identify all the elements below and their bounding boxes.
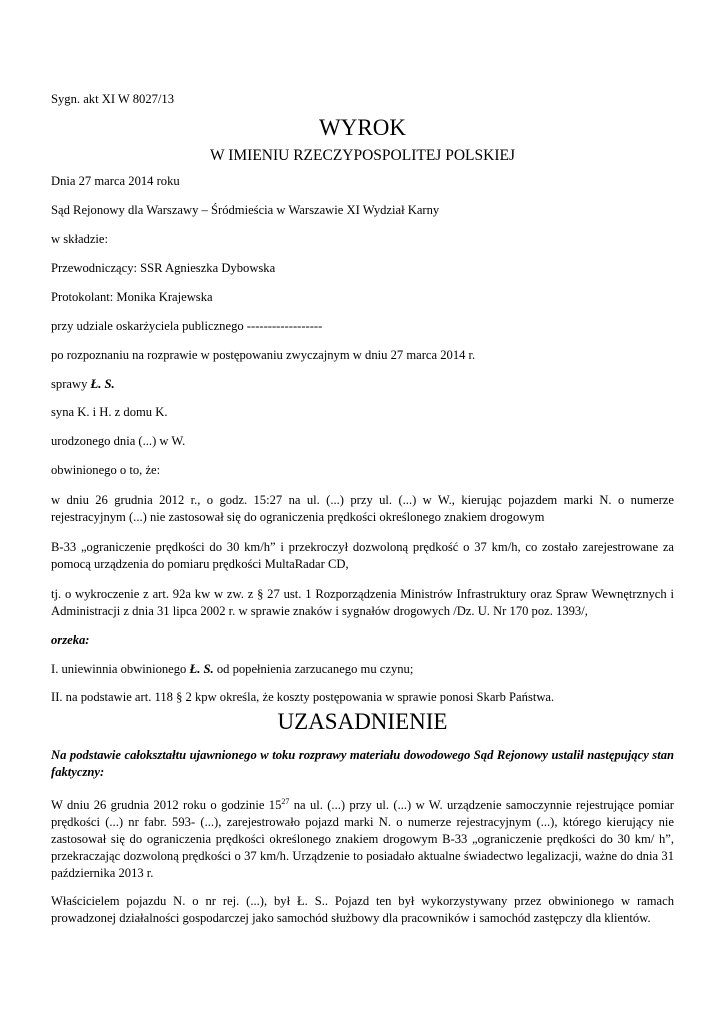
charge-paragraph-2: B-33 „ograniczenie prędkości do 30 km/h” i przekroczył dozwoloną prędkość o 37 km/h, co zostało zarejestrowane za pomocą urządzenia do pomiaru prędkości MultaRadar CD, bbox=[51, 540, 674, 571]
born-line: urodzonego dnia (...) w W. bbox=[51, 434, 186, 448]
facts-header: Na podstawie całokształtu ujawnionego w toku rozprawy materiału dowodowego Sąd Rejonowy ustalił następujący stan faktyczny: bbox=[51, 748, 674, 779]
document-subtitle: W IMIENIU RZECZYPOSPOLITEJ POLSKIEJ bbox=[210, 147, 515, 164]
chair-line: Przewodniczący: SSR Agnieszka Dybowska bbox=[51, 261, 276, 275]
court-line: Sąd Rejonowy dla Warszawy – Śródmieścia w Warszawie XI Wydział Karny bbox=[51, 203, 440, 217]
clerk-line: Protokolant: Monika Krajewska bbox=[51, 290, 213, 304]
facts-paragraph-2: Właścicielem pojazdu N. o nr rej. (...), był Ł. S.. Pojazd ten był wykorzystywany przez obwinionego w ramach prowadzonej działalności gospodarczej jako samochód służbowy dla pracowników i samochód zastępczy dla klientów. bbox=[51, 894, 674, 925]
facts-1-a: W dniu 26 grudnia 2012 roku o godzinie 15 bbox=[51, 798, 282, 812]
justification-title: UZASADNIENIE bbox=[277, 709, 448, 734]
hearing-line: po rozpoznaniu na rozprawie w postępowaniu zwyczajnym w dniu 27 marca 2014 r. bbox=[51, 348, 476, 362]
case-name: Ł. S. bbox=[90, 377, 115, 391]
composition-line: w składzie: bbox=[51, 232, 109, 246]
charge-paragraph-3: tj. o wykroczenie z art. 92a kw w zw. z § 27 ust. 1 Rozporządzenia Ministrów Infrastruktury oraz Spraw Wewnętrznych i Administracji z dnia 31 lipca 2002 r. w sprawie znaków i sygnałów drogowych /Dz. U. Nr 170 poz. 1393/, bbox=[51, 587, 674, 618]
charge-paragraph-1: w dniu 26 grudnia 2012 r., o godz. 15:27 na ul. (...) przy ul. (...) w W., kierując pojazdem marki N. o numerze rejestracyjnym (...) nie zastosował się do ograniczenia prędkości określonego znakiem drogowym bbox=[51, 493, 674, 524]
facts-1-b: na ul. (...) przy ul. (...) w W. urządzenie samoczynnie rejestrujące pomiar prędkości (...) nr fabr. 593- (...), zarejestrowało pojazd marki N. o numerze rejestracyjnym (...), którego kierujący nie zastosował się do ograniczenia prędkości określonego znakiem drogowym B-33 „ograniczenie prędkości do 30 km/ h”, przekraczając dozwoloną prędkości o 37 km/h. Urządzenie to posiadało aktualne świadectwo legalizacji, ważne do dnia 31 października 2013 r. bbox=[51, 798, 675, 880]
case-signature: Sygn. akt XI W 8027/13 bbox=[51, 92, 175, 106]
ruling-header: orzeka: bbox=[51, 633, 90, 647]
prosecutor-line: przy udziale oskarżyciela publicznego ------------------ bbox=[51, 319, 323, 333]
ruling-item-1 bbox=[51, 661, 674, 678]
son-of-line: syna K. i H. z domu K. bbox=[51, 405, 168, 419]
ruling-1-name: Ł. S. bbox=[189, 662, 214, 676]
ruling-item-2: II. na podstawie art. 118 § 2 kpw określa, że koszty postępowania w sprawie ponosi Skarb Państwa. bbox=[51, 690, 555, 704]
ruling-1-prefix: I. uniewinnia obwinionego bbox=[51, 662, 190, 676]
facts-paragraph-1 bbox=[51, 797, 674, 882]
facts-1-minutes: 27 bbox=[281, 797, 290, 806]
case-prefix: sprawy bbox=[51, 377, 91, 391]
case-line bbox=[51, 376, 674, 393]
ruling-1-suffix: od popełnienia zarzucanego mu czynu; bbox=[213, 662, 414, 676]
document-title: WYROK bbox=[319, 115, 406, 140]
date-line: Dnia 27 marca 2014 roku bbox=[51, 174, 180, 188]
accused-line: obwinionego o to, że: bbox=[51, 463, 161, 477]
